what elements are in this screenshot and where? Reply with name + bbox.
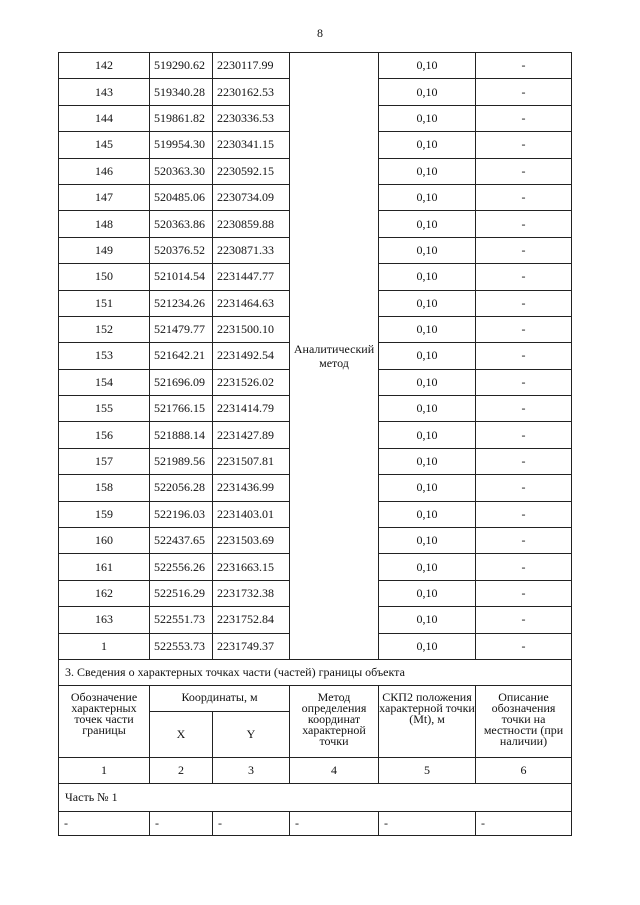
- coordinate-y: 2230341.15: [213, 132, 290, 158]
- accuracy-value: 0,10: [379, 184, 476, 210]
- header-point-designation: Обозначение характерных точек части границы: [59, 685, 150, 757]
- page-number: 8: [317, 26, 323, 40]
- accuracy-value: 0,10: [379, 79, 476, 105]
- coordinate-x: 522196.03: [150, 501, 213, 527]
- point-number: 146: [59, 158, 150, 184]
- point-number: 154: [59, 369, 150, 395]
- point-number: 153: [59, 343, 150, 369]
- empty-cell: -: [290, 811, 379, 835]
- coordinate-x: 521766.15: [150, 396, 213, 422]
- accuracy-value: 0,10: [379, 211, 476, 237]
- coordinate-y: 2231447.77: [213, 264, 290, 290]
- point-number: 163: [59, 607, 150, 633]
- description-value: -: [476, 448, 572, 474]
- empty-data-row: [59, 811, 572, 835]
- point-number: 159: [59, 501, 150, 527]
- accuracy-value: 0,10: [379, 607, 476, 633]
- empty-cell: -: [150, 811, 213, 835]
- coordinate-x: 522553.73: [150, 633, 213, 659]
- description-value: -: [476, 290, 572, 316]
- coordinate-x: 519954.30: [150, 132, 213, 158]
- section3-title-row: [59, 659, 572, 685]
- point-number: 152: [59, 316, 150, 342]
- accuracy-value: 0,10: [379, 343, 476, 369]
- column-number-row: [59, 757, 572, 783]
- coordinate-y: 2231403.01: [213, 501, 290, 527]
- accuracy-value: 0,10: [379, 448, 476, 474]
- coordinate-x: 521888.14: [150, 422, 213, 448]
- empty-cell: -: [379, 811, 476, 835]
- coordinate-x: 519861.82: [150, 105, 213, 131]
- header-description: Описание обозначения точки на местности (при наличии): [476, 685, 572, 757]
- point-number: 149: [59, 237, 150, 263]
- point-number: 148: [59, 211, 150, 237]
- point-row: [59, 53, 572, 79]
- point-number: 143: [59, 79, 150, 105]
- column-number: 6: [476, 757, 572, 783]
- coordinate-y: 2231427.89: [213, 422, 290, 448]
- column-number: 2: [150, 757, 213, 783]
- coordinate-x: 522056.28: [150, 475, 213, 501]
- point-number: 142: [59, 53, 150, 79]
- coordinate-x: 521014.54: [150, 264, 213, 290]
- description-value: -: [476, 105, 572, 131]
- empty-cell: -: [59, 811, 150, 835]
- description-value: -: [476, 580, 572, 606]
- coordinate-x: 522437.65: [150, 528, 213, 554]
- point-number: 145: [59, 132, 150, 158]
- coordinate-x: 519290.62: [150, 53, 213, 79]
- part-row: [59, 783, 572, 811]
- coordinates-table: [58, 52, 572, 836]
- coordinate-x: 521696.09: [150, 369, 213, 395]
- coordinate-x: 520363.86: [150, 211, 213, 237]
- section3-title: 3. Сведения о характерных точках части (частей) границы объекта: [59, 659, 572, 685]
- coordinate-y: 2231663.15: [213, 554, 290, 580]
- point-number: 156: [59, 422, 150, 448]
- description-value: -: [476, 264, 572, 290]
- coordinate-y: 2230592.15: [213, 158, 290, 184]
- description-value: -: [476, 554, 572, 580]
- description-value: -: [476, 343, 572, 369]
- description-value: -: [476, 184, 572, 210]
- header-coordinates: Координаты, м: [150, 685, 290, 711]
- point-number: 147: [59, 184, 150, 210]
- coordinate-y: 2231500.10: [213, 316, 290, 342]
- coordinate-y: 2231507.81: [213, 448, 290, 474]
- accuracy-value: 0,10: [379, 237, 476, 263]
- header-y: Y: [213, 711, 290, 757]
- accuracy-value: 0,10: [379, 580, 476, 606]
- coordinate-y: 2231464.63: [213, 290, 290, 316]
- coordinate-y: 2230162.53: [213, 79, 290, 105]
- point-number: 158: [59, 475, 150, 501]
- accuracy-value: 0,10: [379, 422, 476, 448]
- coordinate-x: 522516.29: [150, 580, 213, 606]
- description-value: -: [476, 501, 572, 527]
- point-number: 155: [59, 396, 150, 422]
- description-value: -: [476, 53, 572, 79]
- coordinate-y: 2231749.37: [213, 633, 290, 659]
- coordinate-y: 2230871.33: [213, 237, 290, 263]
- accuracy-value: 0,10: [379, 105, 476, 131]
- description-value: -: [476, 633, 572, 659]
- coordinate-y: 2231414.79: [213, 396, 290, 422]
- coordinate-y: 2230859.88: [213, 211, 290, 237]
- coordinate-x: 521479.77: [150, 316, 213, 342]
- description-value: -: [476, 79, 572, 105]
- coordinate-y: 2230734.09: [213, 184, 290, 210]
- accuracy-value: 0,10: [379, 264, 476, 290]
- coordinate-x: 522551.73: [150, 607, 213, 633]
- accuracy-value: 0,10: [379, 53, 476, 79]
- empty-cell: -: [476, 811, 572, 835]
- point-number: 160: [59, 528, 150, 554]
- header-method: Метод определения координат характерной точки: [290, 685, 379, 757]
- description-value: -: [476, 237, 572, 263]
- accuracy-value: 0,10: [379, 475, 476, 501]
- coordinate-x: 520376.52: [150, 237, 213, 263]
- coordinate-x: 521989.56: [150, 448, 213, 474]
- column-number: 1: [59, 757, 150, 783]
- section3-body: [59, 659, 572, 835]
- accuracy-value: 0,10: [379, 554, 476, 580]
- coordinate-x: 521642.21: [150, 343, 213, 369]
- description-value: -: [476, 132, 572, 158]
- coordinate-x: 521234.26: [150, 290, 213, 316]
- coordinate-x: 522556.26: [150, 554, 213, 580]
- description-value: -: [476, 475, 572, 501]
- coordinate-x: 519340.28: [150, 79, 213, 105]
- coordinate-y: 2231503.69: [213, 528, 290, 554]
- empty-cell: -: [213, 811, 290, 835]
- description-value: -: [476, 369, 572, 395]
- description-value: -: [476, 528, 572, 554]
- description-value: -: [476, 422, 572, 448]
- description-value: -: [476, 211, 572, 237]
- accuracy-value: 0,10: [379, 316, 476, 342]
- coordinate-y: 2230117.99: [213, 53, 290, 79]
- column-number: 3: [213, 757, 290, 783]
- point-number: 161: [59, 554, 150, 580]
- accuracy-value: 0,10: [379, 633, 476, 659]
- header-x: X: [150, 711, 213, 757]
- description-value: -: [476, 158, 572, 184]
- accuracy-value: 0,10: [379, 158, 476, 184]
- coordinate-y: 2231492.54: [213, 343, 290, 369]
- coordinate-x: 520363.30: [150, 158, 213, 184]
- part-label: Часть № 1: [59, 783, 572, 811]
- point-number: 144: [59, 105, 150, 131]
- coordinate-y: 2231732.38: [213, 580, 290, 606]
- accuracy-value: 0,10: [379, 501, 476, 527]
- coordinate-y: 2231752.84: [213, 607, 290, 633]
- point-number: 151: [59, 290, 150, 316]
- coordinate-y: 2230336.53: [213, 105, 290, 131]
- coordinate-x: 520485.06: [150, 184, 213, 210]
- point-number: 162: [59, 580, 150, 606]
- accuracy-value: 0,10: [379, 528, 476, 554]
- coordinate-y: 2231436.99: [213, 475, 290, 501]
- column-number: 4: [290, 757, 379, 783]
- description-value: -: [476, 396, 572, 422]
- coordinate-y: 2231526.02: [213, 369, 290, 395]
- description-value: -: [476, 316, 572, 342]
- header-accuracy: СКП2 положения характерной точки (Мt), м: [379, 685, 476, 757]
- accuracy-value: 0,10: [379, 396, 476, 422]
- points-body: [59, 53, 572, 660]
- point-number: 157: [59, 448, 150, 474]
- accuracy-value: 0,10: [379, 369, 476, 395]
- column-number: 5: [379, 757, 476, 783]
- description-value: -: [476, 607, 572, 633]
- accuracy-value: 0,10: [379, 290, 476, 316]
- header-row-1: [59, 685, 572, 711]
- point-number: 1: [59, 633, 150, 659]
- point-number: 150: [59, 264, 150, 290]
- accuracy-value: 0,10: [379, 132, 476, 158]
- method-cell: Аналитический метод: [290, 53, 379, 660]
